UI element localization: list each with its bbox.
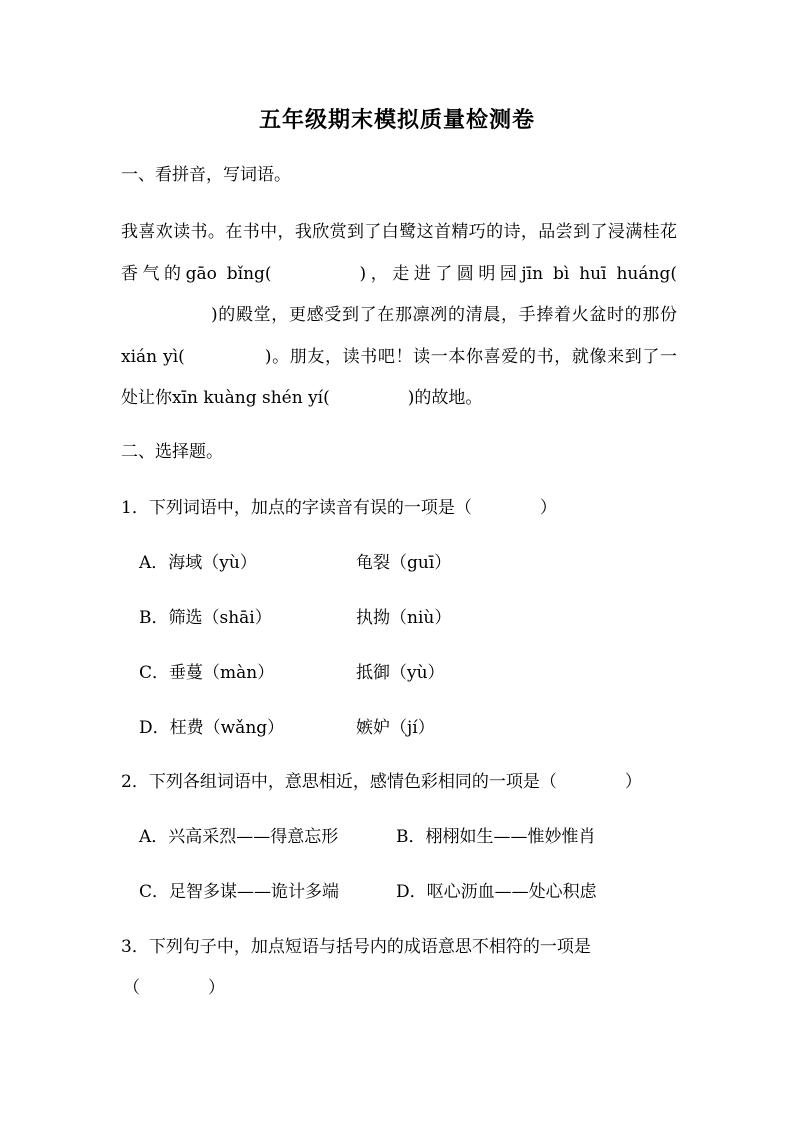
q2-option-a[interactable]: A．兴高采烈——得意忘形 xyxy=(139,827,339,847)
question-3-answer-bracket[interactable]: （ ） xyxy=(123,978,225,998)
q1-option-c-2[interactable]: 抵御（yù） xyxy=(356,663,445,683)
page-title: 五年级期末模拟质量检测卷 xyxy=(258,107,535,133)
paragraph-segment: )，走进了圆明园jīn bì huī huáng( xyxy=(359,263,677,284)
paragraph-segment: )。朋友，读书吧！读一本你喜爱的书，就像来到了一处让你xīn kuàng shén yí( xyxy=(121,346,677,408)
paragraph-segment: )的故地。 xyxy=(407,388,483,408)
section2-heading: 二、选择题。 xyxy=(121,442,223,462)
section1-heading: 一、看拼音，写词语。 xyxy=(121,165,291,185)
q1-option-d-2[interactable]: 嫉妒（jí） xyxy=(356,718,435,738)
q1-option-d-1[interactable]: D．枉费（wǎng） xyxy=(139,718,285,738)
q1-option-b-2[interactable]: 执拗（niù） xyxy=(356,608,452,628)
q2-option-d[interactable]: D．呕心沥血——处心积虑 xyxy=(396,882,597,902)
q1-option-c-1[interactable]: C．垂蔓（màn） xyxy=(139,663,275,683)
paragraph-segment: )的殿堂，更感受到了在那凛冽的清晨，手捧着火盆时的那份xián yì( xyxy=(121,305,677,367)
q2-option-b[interactable]: B．栩栩如生——惟妙惟肖 xyxy=(396,827,596,847)
question-1-stem: 1．下列词语中，加点的字读音有误的一项是（ ） xyxy=(121,498,557,518)
q1-option-a-1[interactable]: A．海域（yù） xyxy=(139,553,257,573)
q2-option-c[interactable]: C．足智多谋——诡计多端 xyxy=(139,882,340,902)
q1-option-a-2[interactable]: 龟裂（guī） xyxy=(356,553,452,573)
pinyin-paragraph xyxy=(121,212,677,420)
question-2-stem: 2．下列各组词语中，意思相近，感情色彩相同的一项是（ ） xyxy=(121,772,642,792)
question-3-stem: 3．下列句子中，加点短语与括号内的成语意思不相符的一项是 xyxy=(121,937,591,957)
q1-option-b-1[interactable]: B．筛选（shāi） xyxy=(139,608,272,628)
paragraph-segment: 我喜欢读书。在书中，我欣赏到了白鹭这首精巧的诗，品尝到了浸满桂花香气的gāo bǐng( xyxy=(121,222,677,284)
